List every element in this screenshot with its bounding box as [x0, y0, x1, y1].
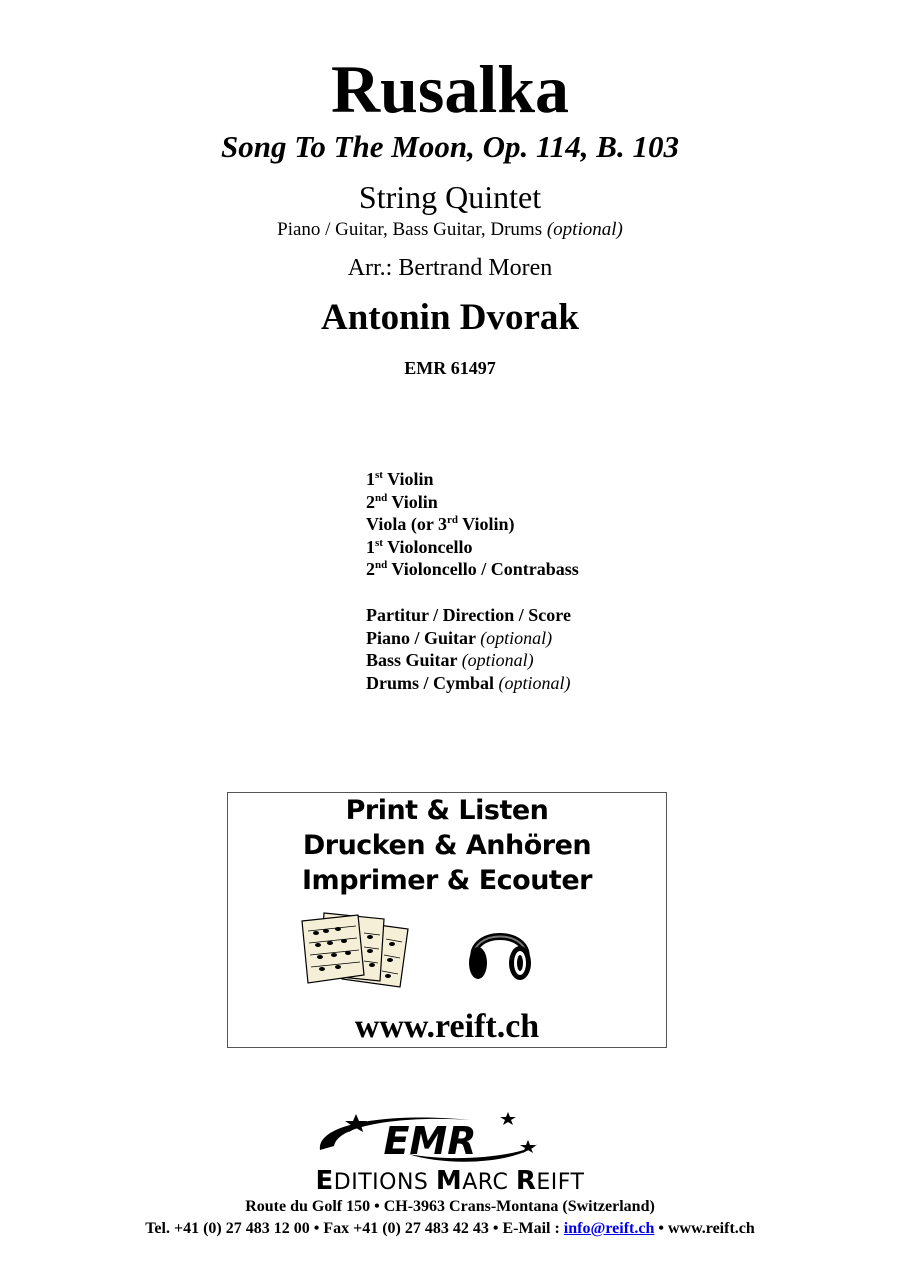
- part-drums: Drums / Cymbal (optional): [366, 672, 571, 693]
- email-link[interactable]: info@reift.ch: [563, 1220, 655, 1237]
- part-bass-guitar: Bass Guitar (optional): [366, 650, 534, 671]
- optional-note: (optional): [546, 219, 623, 240]
- headphones-icon: [464, 915, 536, 987]
- emr-logo: [312, 1110, 548, 1166]
- promo-line-fr: Imprimer & Ecouter: [302, 865, 592, 896]
- print-listen-box: [227, 792, 667, 1048]
- part-score: Partitur / Direction / Score: [366, 604, 571, 625]
- promo-line-de: Drucken & Anhören: [302, 830, 592, 861]
- part-viola: Viola (or 3rd Violin): [366, 514, 515, 535]
- part-violin-1: 1st Violin: [366, 469, 434, 489]
- part-violoncello-1: 1st Violoncello: [366, 536, 473, 557]
- part-violoncello-2: 2nd Violoncello / Contrabass: [366, 559, 579, 580]
- score-subtitle: Song To The Moon, Op. 114, B. 103: [221, 129, 679, 164]
- composer: Antonin Dvorak: [320, 297, 580, 338]
- catalog-number: EMR 61497: [404, 358, 496, 378]
- arranger: Arr.: Bertrand Moren: [347, 255, 553, 281]
- logo-text: EMR: [383, 1119, 477, 1163]
- optional-instruments: [0, 218, 900, 242]
- publisher-address: Route du Golf 150 • CH-3963 Crans-Montana (Switzerland): [245, 1198, 655, 1215]
- publisher-contact: Tel. +41 (0) 27 483 12 00 • Fax +41 (0) 27 483 42 43 • E-Mail : info@reift.ch • www.reift.ch: [145, 1220, 755, 1237]
- part-violin-2: 2nd Violin: [366, 491, 438, 512]
- optional-instruments-list: Piano / Guitar, Bass Guitar, Drums: [277, 219, 543, 240]
- score-title: Rusalka: [330, 51, 570, 127]
- ensemble: String Quintet: [358, 179, 542, 215]
- promo-url[interactable]: www.reift.ch: [354, 1008, 540, 1045]
- promo-line-en: Print & Listen: [345, 795, 549, 826]
- parts-list: [366, 468, 579, 694]
- part-piano-guitar: Piano / Guitar (optional): [366, 627, 553, 648]
- sheet-music-icon: [300, 911, 412, 989]
- publisher-name: EDITIONS MARC REIFT: [315, 1166, 585, 1196]
